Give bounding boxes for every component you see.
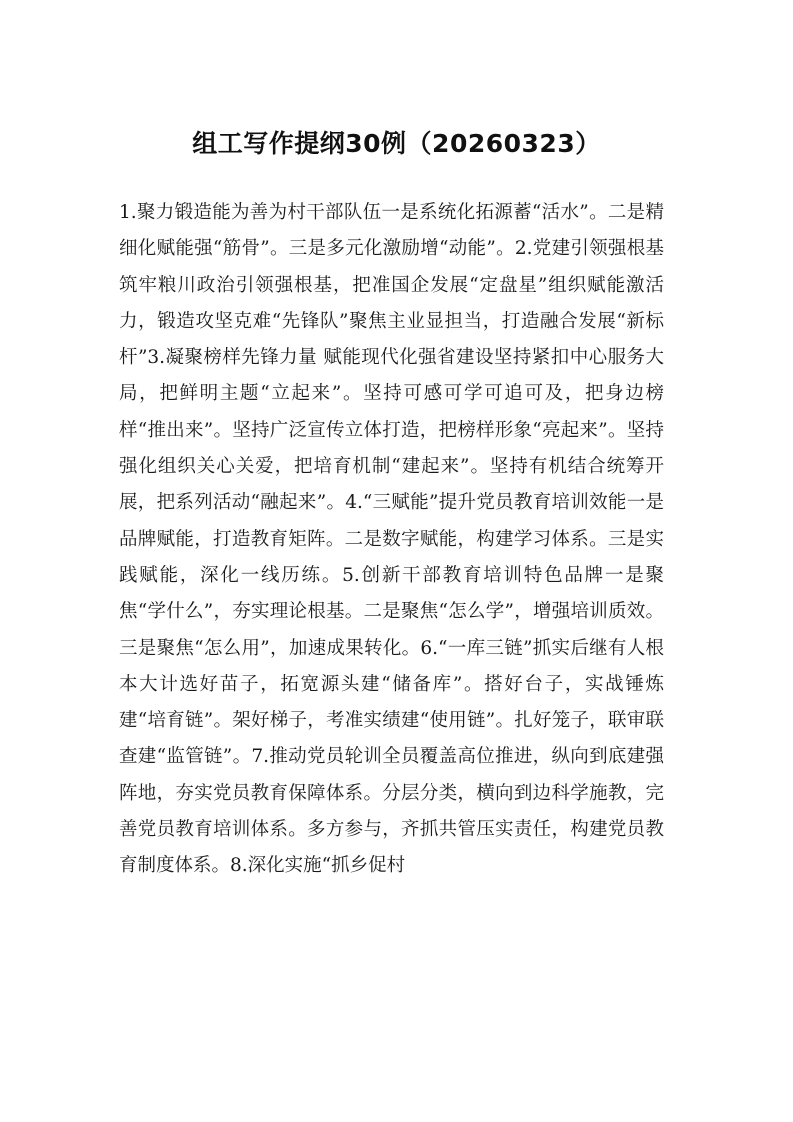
document-title: 组工写作提纲30例（20260323） <box>192 129 601 158</box>
document-body-text: 1.聚力锻造能为善为村干部队伍一是系统化拓源蓄“活水”。二是精细化赋能强“筋骨”。三是多元化激励增“动能”。2.党建引领强根基 筑牢粮川政治引领强根基，把准国企发展“定盘星”组织赋能激活力，锻造攻坚克难“先锋队”聚焦主业显担当，打造融合发展“新标杆”3.凝聚榜样先锋力量 赋能现代化强省建设坚持紧扣中心服务大局，把鲜明主题“立起来”。坚持可感可学可追可及，把身边榜样“推出来”。坚持广泛宣传立体打造，把榜样形象“亮起来”。坚持强化组织关心关爱，把培育机制“建起来”。坚持有机结合统筹开展，把系列活动“融起来”。4.“三赋能”提升党员教育培训效能一是品牌赋能，打造教育矩阵。二是数字赋能，构建学习体系。三是实践赋能，深化一线历练。5.创新干部教育培训特色品牌一是聚焦“学什么”，夯实理论根基。二是聚焦“怎么学”，增强培训质效。三是聚焦“怎么用”，加速成果转化。6.“一库三链”抓实后继有人根本大计选好苗子，拓宽源头建“储备库”。搭好台子，实战锤炼建“培育链”。架好梯子，考准实绩建“使用链”。扎好笼子，联审联查建“监管链”。7.推动党员轮训全员覆盖高位推进，纵向到底建强阵地，夯实党员教育保障体系。分层分类，横向到边科学施教，完善党员教育培训体系。多方参与，齐抓共管压实责任，构建党员教育制度体系。8.深化实施“抓乡促村 <box>119 202 664 877</box>
